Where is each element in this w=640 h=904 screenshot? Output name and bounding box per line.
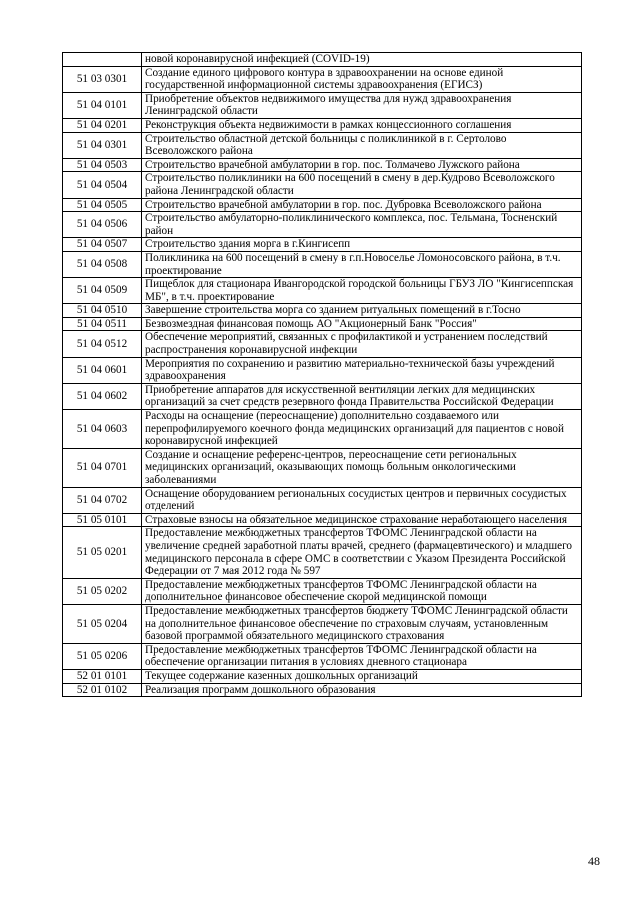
row-code: 51 05 0202 (63, 578, 142, 604)
table-row (63, 212, 582, 238)
row-description: Предоставление межбюджетных трансфертов ТФОМС Ленинградской области на обеспечение организации питания в условиях дневного стационара (142, 643, 582, 669)
row-code: 51 05 0204 (63, 604, 142, 643)
row-description: Обеспечение мероприятий, связанных с профилактикой и устранением последствий распространения коронавирусной инфекции (142, 331, 582, 357)
table-row (63, 132, 582, 158)
table-row (63, 643, 582, 669)
row-code (63, 53, 142, 67)
row-description: новой коронавирусной инфекцией (COVID-19) (142, 53, 582, 67)
table-row (63, 198, 582, 212)
row-code: 51 04 0702 (63, 487, 142, 513)
table-row (63, 513, 582, 527)
row-description: Реконструкция объекта недвижимости в рамках концессионного соглашения (142, 118, 582, 132)
row-code: 51 04 0602 (63, 383, 142, 409)
row-code: 51 05 0206 (63, 643, 142, 669)
table-row (63, 578, 582, 604)
row-description: Создание единого цифрового контура в здравоохранении на основе единой государственной информационной системы здравоохранения (ЕГИСЗ) (142, 66, 582, 92)
table-row (63, 251, 582, 277)
row-description: Оснащение оборудованием региональных сосудистых центров и первичных сосудистых отделений (142, 487, 582, 513)
row-description: Предоставление межбюджетных трансфертов бюджету ТФОМС Ленинградской области на дополнительное финансовое обеспечение по страховым случаям, установленным базовой программой обязательного медицинского страхования (142, 604, 582, 643)
table-row (63, 604, 582, 643)
table-body (63, 53, 582, 697)
page-number: 48 (588, 854, 600, 868)
budget-codes-table (62, 52, 582, 697)
table-row (63, 487, 582, 513)
row-code: 51 04 0508 (63, 251, 142, 277)
row-code: 51 04 0506 (63, 212, 142, 238)
row-code: 51 04 0601 (63, 357, 142, 383)
row-description: Пищеблок для стационара Ивангородской городской больницы ГБУЗ ЛО "Кингисеппская МБ", в т.ч. проектирование (142, 278, 582, 304)
row-code: 51 03 0301 (63, 66, 142, 92)
row-code: 51 04 0512 (63, 331, 142, 357)
row-description: Строительство здания морга в г.Кингисепп (142, 238, 582, 252)
row-code: 51 05 0101 (63, 513, 142, 527)
row-code: 51 04 0701 (63, 448, 142, 487)
table-row (63, 669, 582, 683)
row-description: Приобретение аппаратов для искусственной вентиляции легких для медицинских организаций за счет средств резервного фонда Правительства Российской Федерации (142, 383, 582, 409)
table-row (63, 683, 582, 697)
row-description: Завершение строительства морга со зданием ритуальных помещений в г.Тосно (142, 304, 582, 318)
row-code: 52 01 0102 (63, 683, 142, 697)
row-description: Страховые взносы на обязательное медицинское страхование неработающего населения (142, 513, 582, 527)
row-description: Предоставление межбюджетных трансфертов ТФОМС Ленинградской области на увеличение средней заработной платы врачей, среднего (фармацевтического) и младшего медицинского персонала в сфере ОМС в соответствии с Указом Президента Российской Федерации от 7 мая 2012 года № 597 (142, 527, 582, 578)
table-row (63, 410, 582, 449)
table-row (63, 158, 582, 172)
row-description: Строительство врачебной амбулатории в гор. пос. Толмачево Лужского района (142, 158, 582, 172)
row-description: Поликлиника на 600 посещений в смену в г.п.Новоселье Ломоносовского района, в т.ч. проектирование (142, 251, 582, 277)
row-description: Безвозмездная финансовая помощь АО "Акционерный Банк "Россия" (142, 317, 582, 331)
row-code: 51 04 0301 (63, 132, 142, 158)
table-row (63, 92, 582, 118)
row-description: Строительство областной детской больницы с поликлиникой в г. Сертолово Всеволожского района (142, 132, 582, 158)
table-row (63, 383, 582, 409)
row-description: Строительство амбулаторно-поликлинического комплекса, пос. Тельмана, Тосненский район (142, 212, 582, 238)
row-code: 51 04 0509 (63, 278, 142, 304)
row-description: Мероприятия по сохранению и развитию материально-технической базы учреждений здравоохранения (142, 357, 582, 383)
table-row (63, 53, 582, 67)
table-row (63, 357, 582, 383)
table-row (63, 331, 582, 357)
table-row (63, 118, 582, 132)
row-code: 51 04 0503 (63, 158, 142, 172)
row-code: 51 04 0507 (63, 238, 142, 252)
row-description: Реализация программ дошкольного образования (142, 683, 582, 697)
table-row (63, 527, 582, 578)
row-code: 52 01 0101 (63, 669, 142, 683)
row-description: Приобретение объектов недвижимого имущества для нужд здравоохранения Ленинградской области (142, 92, 582, 118)
row-description: Создание и оснащение референс-центров, переоснащение сети региональных медицинских организаций, оказывающих помощь больным онкологическими заболеваниями (142, 448, 582, 487)
row-code: 51 04 0504 (63, 172, 142, 198)
row-code: 51 05 0201 (63, 527, 142, 578)
table-row (63, 317, 582, 331)
row-code: 51 04 0511 (63, 317, 142, 331)
row-description: Строительство врачебной амбулатории в гор. пос. Дубровка Всеволожского района (142, 198, 582, 212)
row-code: 51 04 0201 (63, 118, 142, 132)
row-code: 51 04 0505 (63, 198, 142, 212)
table-row (63, 448, 582, 487)
row-description: Строительство поликлиники на 600 посещений в смену в дер.Кудрово Всеволожского района Ленинградской области (142, 172, 582, 198)
row-code: 51 04 0510 (63, 304, 142, 318)
table-row (63, 238, 582, 252)
row-description: Расходы на оснащение (переоснащение) дополнительно создаваемого или перепрофилируемого коечного фонда медицинских организаций для пациентов с новой коронавирусной инфекцией (142, 410, 582, 449)
row-description: Предоставление межбюджетных трансфертов ТФОМС Ленинградской области на дополнительное финансовое обеспечение скорой медицинской помощи (142, 578, 582, 604)
row-code: 51 04 0101 (63, 92, 142, 118)
row-code: 51 04 0603 (63, 410, 142, 449)
row-description: Текущее содержание казенных дошкольных организаций (142, 669, 582, 683)
table-row (63, 278, 582, 304)
table-row (63, 66, 582, 92)
table-row (63, 304, 582, 318)
document-page (62, 52, 582, 697)
table-row (63, 172, 582, 198)
